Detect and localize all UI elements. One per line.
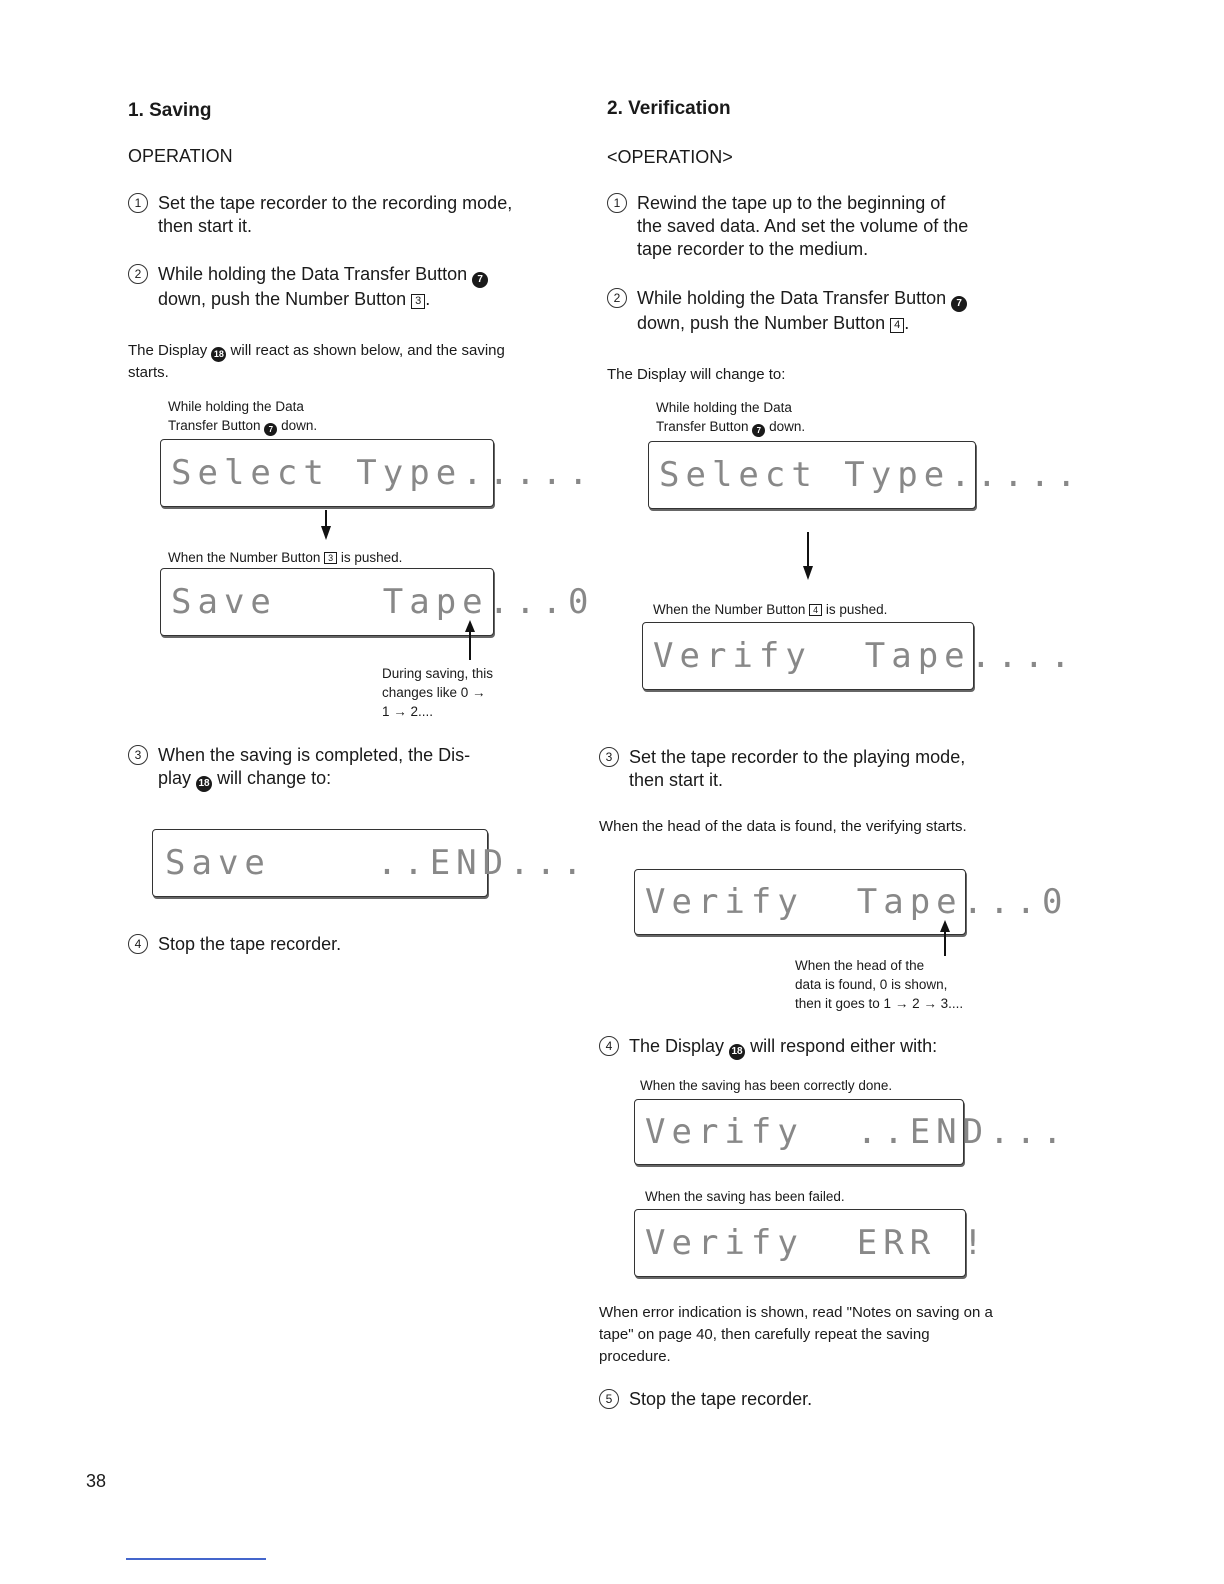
lcd-verify-end [634, 1099, 1069, 1165]
operation-label: <OPERATION> [607, 147, 733, 167]
display-intro: The Display will change to: [607, 366, 786, 383]
section-heading-saving: 1. Saving [128, 100, 212, 121]
step-text: While holding the Data Transfer Button [637, 288, 947, 308]
step-text: Rewind the tape up to the beginning of [637, 193, 946, 213]
step-number: 4 [599, 1036, 619, 1056]
page-number: 38 [86, 1471, 107, 1491]
operation-label: OPERATION [128, 146, 233, 166]
caption-holding: While holding the Data Transfer Button 7 down. [656, 400, 806, 435]
number-key-badge: 3 [324, 552, 337, 564]
number-key-badge: 4 [890, 318, 904, 333]
head-found-text: When the head of the data is found, the verifying starts. [599, 818, 967, 835]
arrow-up-line [944, 930, 946, 956]
display-intro: The Display 18 will react as shown below, and the saving starts. [128, 342, 505, 381]
button-ref-badge: 7 [472, 272, 488, 288]
lcd-text: Select Type..... [659, 455, 1083, 495]
error-note: When error indication is shown, read "Notes on saving on a tape" on page 40, then carefully repeat the saving procedure. [599, 1304, 993, 1365]
arrow-up-line [469, 630, 471, 660]
lcd-select-type [160, 439, 595, 507]
caption-correct: When the saving has been correctly done. [640, 1078, 893, 1093]
button-ref-badge: 7 [752, 424, 765, 437]
display-ref-badge: 18 [196, 776, 212, 792]
caption-head-found: When the head of the data is found, 0 is shown, then it goes to 1 → 2 → 3.... [795, 958, 964, 1011]
lcd-text: Verify ERR ! [645, 1223, 990, 1263]
lcd-verify-tape [642, 622, 1077, 690]
step-number: 5 [599, 1389, 619, 1409]
number-key-badge: 4 [809, 604, 822, 616]
step-text: down, push the Number Button [158, 289, 407, 309]
step-text: Set the tape recorder to the playing mode, [629, 747, 966, 767]
step-text: When the saving is completed, the Dis- [158, 745, 471, 765]
arrow-head [803, 566, 813, 580]
button-ref-badge: 7 [264, 423, 277, 436]
step-text: Stop the tape recorder. [629, 1389, 813, 1409]
step-number: 1 [607, 193, 627, 213]
step-number: 2 [128, 264, 148, 284]
lcd-text: Verify Tape...0 [645, 882, 1069, 922]
lcd-verify-err [634, 1209, 990, 1277]
step-number: 1 [128, 193, 148, 213]
caption-holding: While holding the Data Transfer Button 7 down. [168, 399, 318, 434]
lcd-verify-tape-0 [634, 869, 1069, 935]
button-ref-badge: 7 [951, 296, 967, 312]
lcd-save-end [152, 829, 589, 897]
lcd-save-tape [160, 568, 595, 636]
caption-pushed: When the Number Button 3 is pushed. [168, 550, 403, 565]
lcd-text: Select Type..... [171, 453, 595, 493]
display-ref-badge: 18 [729, 1044, 745, 1060]
step-number: 3 [128, 745, 148, 765]
arrow-down [807, 532, 809, 570]
step-number: 4 [128, 934, 148, 954]
number-key-badge: 3 [411, 294, 425, 309]
step-text: While holding the Data Transfer Button [158, 264, 468, 284]
step-number: 3 [599, 747, 619, 767]
step-text: Set the tape recorder to the recording mode, then start it. [158, 193, 513, 236]
caption-pushed: When the Number Button 4 is pushed. [653, 602, 888, 617]
lcd-text: Save ..END... [165, 843, 589, 883]
section-heading-verification: 2. Verification [607, 98, 731, 119]
caption-during-saving: During saving, this changes like 0 → 1 → 2.... [382, 666, 494, 719]
lcd-select-type [648, 441, 1083, 509]
footer-rule [126, 1558, 266, 1560]
lcd-text: Save Tape...0 [171, 582, 595, 622]
lcd-text: Verify ..END... [645, 1112, 1069, 1152]
step-number: 2 [607, 288, 627, 308]
lcd-text: Verify Tape.... [653, 636, 1077, 676]
step-text: Stop the tape recorder. [158, 934, 342, 954]
display-ref-badge: 18 [211, 347, 226, 362]
arrow-head [321, 526, 331, 540]
caption-failed: When the saving has been failed. [645, 1189, 845, 1204]
